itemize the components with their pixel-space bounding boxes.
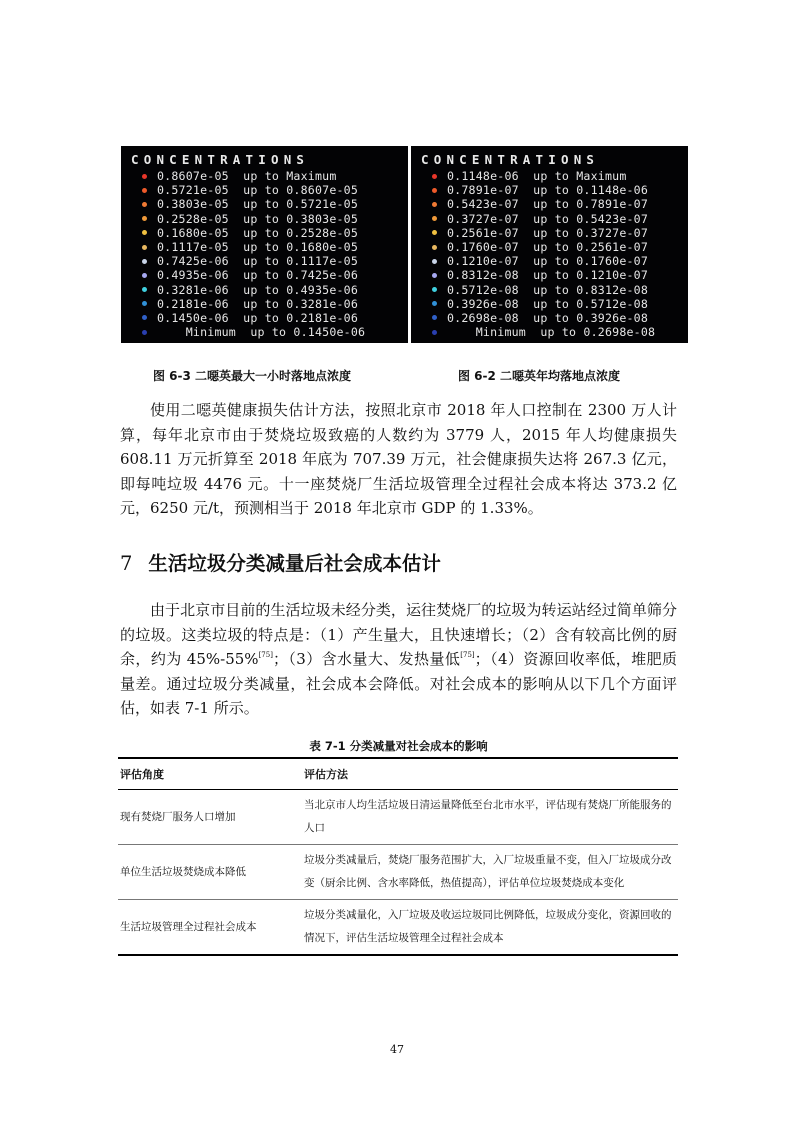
legend-marker-icon <box>432 202 437 207</box>
legend-row <box>411 325 688 339</box>
legend-range-label: 0.4935e-06 up to 0.7425e-06 <box>157 268 359 283</box>
table-row <box>118 845 678 900</box>
legend-row <box>121 283 408 297</box>
paragraph-health-loss: 使用二噁英健康损失估计方法，按照北京市 2018 年人口控制在 2300 万人计算，每年北京市由于焚烧垃圾致癌的人数约为 3779 人，2015 年人均健康损失 608.11 万元折算至 2018 年底为 707.39 万元，社会健康损失达将 267.3 亿元，即每吨垃圾 4476 元。十一座焚烧厂生活垃圾管理全过程社会成本将达 373.2 亿元，6250 元/t，预测相当于 2018 年北京市 GDP 的 1.33%。 <box>120 401 677 517</box>
table-cell-method: 垃圾分类减量后，焚烧厂服务范围扩大，入厂垃圾重量不变，但入厂垃圾成分改变（厨余比例、含水率降低，热值提高），评估单位垃圾焚烧成本变化 <box>302 845 678 900</box>
legend-rows <box>411 169 688 339</box>
legend-row <box>411 226 688 240</box>
legend-row <box>411 268 688 282</box>
legend-range-label: 0.1148e-06 up to Maximum <box>447 169 627 183</box>
paragraph-text: ；（3）含水量大、发热量低 <box>272 650 461 668</box>
concentration-legend-annual-average <box>411 146 688 343</box>
column-header-method: 评估方法 <box>302 758 678 790</box>
legend-marker-icon <box>142 301 147 306</box>
legend-row <box>121 169 408 183</box>
legend-marker-icon <box>142 245 147 250</box>
legend-row <box>411 169 688 183</box>
legend-range-label: 0.2181e-06 up to 0.3281e-06 <box>157 296 359 311</box>
legend-row <box>411 297 688 311</box>
legend-row <box>411 197 688 211</box>
citation-ref[interactable]: [75] <box>258 651 273 659</box>
legend-row <box>121 226 408 240</box>
legend-rows <box>121 169 408 339</box>
legend-title: CONCENTRATIONS <box>421 152 600 167</box>
legend-marker-icon <box>142 259 147 264</box>
legend-range-label: 0.3803e-05 up to 0.5721e-05 <box>157 197 359 212</box>
legend-range-label: 0.1210e-07 up to 0.1760e-07 <box>447 254 649 269</box>
legend-range-label: 0.5423e-07 up to 0.7891e-07 <box>447 197 649 212</box>
legend-marker-icon <box>432 259 437 264</box>
legend-title: CONCENTRATIONS <box>131 152 310 167</box>
legend-range-label: 0.1760e-07 up to 0.2561e-07 <box>447 239 649 254</box>
legend-range-label: 0.8607e-05 up to Maximum <box>157 169 337 183</box>
section-heading <box>120 548 441 576</box>
legend-row <box>121 311 408 325</box>
legend-marker-icon <box>432 216 437 221</box>
legend-row <box>121 297 408 311</box>
table-header-row <box>118 758 678 790</box>
table-row <box>118 900 678 956</box>
legend-marker-icon <box>432 315 437 320</box>
legend-marker-icon <box>432 301 437 306</box>
legend-marker-icon <box>142 188 147 193</box>
paragraph-text: ；（4）资源回收率低，堆肥质量差。通过垃圾分类减量，社会成本会降低。对社会成本的影响从以下几个方面评估，如表 7-1 所示。 <box>120 650 677 717</box>
figure-caption-6-3: 图 6-3 二噁英最大一小时落地点浓度 <box>153 369 352 383</box>
legend-marker-icon <box>142 287 147 292</box>
table-row <box>118 790 678 845</box>
figure-caption-6-2: 图 6-2 二噁英年均落地点浓度 <box>458 369 621 383</box>
paragraph-text: 由于北京市目前的生活垃圾未经分类，运往焚烧厂的垃圾为转运站经过简单筛分的垃圾。这类垃圾的特点是：（1）产生量大，且快速增长；（2）含有较高比例的厨余，约为 45%-55% <box>120 601 677 668</box>
legend-row <box>121 212 408 226</box>
legend-marker-icon <box>432 330 437 335</box>
legend-range-label: 0.2561e-07 up to 0.3727e-07 <box>447 225 649 240</box>
legend-marker-icon <box>432 245 437 250</box>
legend-row <box>121 183 408 197</box>
legend-range-label: 0.5721e-05 up to 0.8607e-05 <box>157 183 359 198</box>
legend-marker-icon <box>142 315 147 320</box>
legend-row <box>411 240 688 254</box>
section-title: 生活垃圾分类减量后社会成本估计 <box>148 552 441 575</box>
legend-row <box>411 183 688 197</box>
legend-marker-icon <box>142 330 147 335</box>
table-caption: 表 7-1 分类减量对社会成本的影响 <box>309 739 488 753</box>
legend-row <box>411 283 688 297</box>
legend-range-label: 0.3926e-08 up to 0.5712e-08 <box>447 296 649 311</box>
table-cell-method: 垃圾分类减量化，入厂垃圾及收运垃圾同比例降低，垃圾成分变化，资源回收的情况下，评估生活垃圾管理全过程社会成本 <box>302 900 678 956</box>
legend-marker-icon <box>142 230 147 235</box>
legend-marker-icon <box>432 230 437 235</box>
legend-range-label: Minimum up to 0.1450e-06 <box>157 325 366 340</box>
legend-row <box>121 254 408 268</box>
paragraph-waste-characteristics <box>120 598 677 721</box>
legend-range-label: 0.7425e-06 up to 0.1117e-05 <box>157 254 359 269</box>
table-cell-method: 当北京市人均生活垃圾日清运量降低至台北市水平，评估现有焚烧厂所能服务的人口 <box>302 790 678 845</box>
legend-row <box>411 311 688 325</box>
legend-marker-icon <box>432 188 437 193</box>
legend-range-label: 0.3281e-06 up to 0.4935e-06 <box>157 282 359 297</box>
legend-marker-icon <box>142 202 147 207</box>
legend-marker-icon <box>432 174 437 179</box>
concentration-legend-max-hourly <box>121 146 408 343</box>
section-number: 7 <box>120 552 133 575</box>
legend-range-label: 0.2528e-05 up to 0.3803e-05 <box>157 211 359 226</box>
legend-row <box>411 254 688 268</box>
legend-marker-icon <box>432 287 437 292</box>
table-cell-perspective: 现有焚烧厂服务人口增加 <box>118 790 302 845</box>
legend-marker-icon <box>142 216 147 221</box>
legend-marker-icon <box>142 174 147 179</box>
legend-range-label: 0.2698e-08 up to 0.3926e-08 <box>447 310 649 325</box>
legend-row <box>121 197 408 211</box>
citation-ref[interactable]: [75] <box>460 651 475 659</box>
legend-row <box>121 240 408 254</box>
legend-range-label: 0.8312e-08 up to 0.1210e-07 <box>447 268 649 283</box>
legend-range-label: 0.1450e-06 up to 0.2181e-06 <box>157 310 359 325</box>
legend-marker-icon <box>432 273 437 278</box>
legend-range-label: 0.5712e-08 up to 0.8312e-08 <box>447 282 649 297</box>
table-cell-perspective: 单位生活垃圾焚烧成本降低 <box>118 845 302 900</box>
legend-range-label: 0.1680e-05 up to 0.2528e-05 <box>157 225 359 240</box>
legend-row <box>121 268 408 282</box>
impact-table <box>118 757 678 956</box>
legend-range-label: 0.1117e-05 up to 0.1680e-05 <box>157 239 359 254</box>
legend-row <box>411 212 688 226</box>
page-number: 47 <box>390 1043 404 1056</box>
column-header-perspective: 评估角度 <box>118 758 302 790</box>
legend-range-label: 0.3727e-07 up to 0.5423e-07 <box>447 211 649 226</box>
legend-range-label: Minimum up to 0.2698e-08 <box>447 325 656 340</box>
legend-range-label: 0.7891e-07 up to 0.1148e-06 <box>447 183 649 198</box>
legend-row <box>121 325 408 339</box>
table-cell-perspective: 生活垃圾管理全过程社会成本 <box>118 900 302 956</box>
legend-marker-icon <box>142 273 147 278</box>
